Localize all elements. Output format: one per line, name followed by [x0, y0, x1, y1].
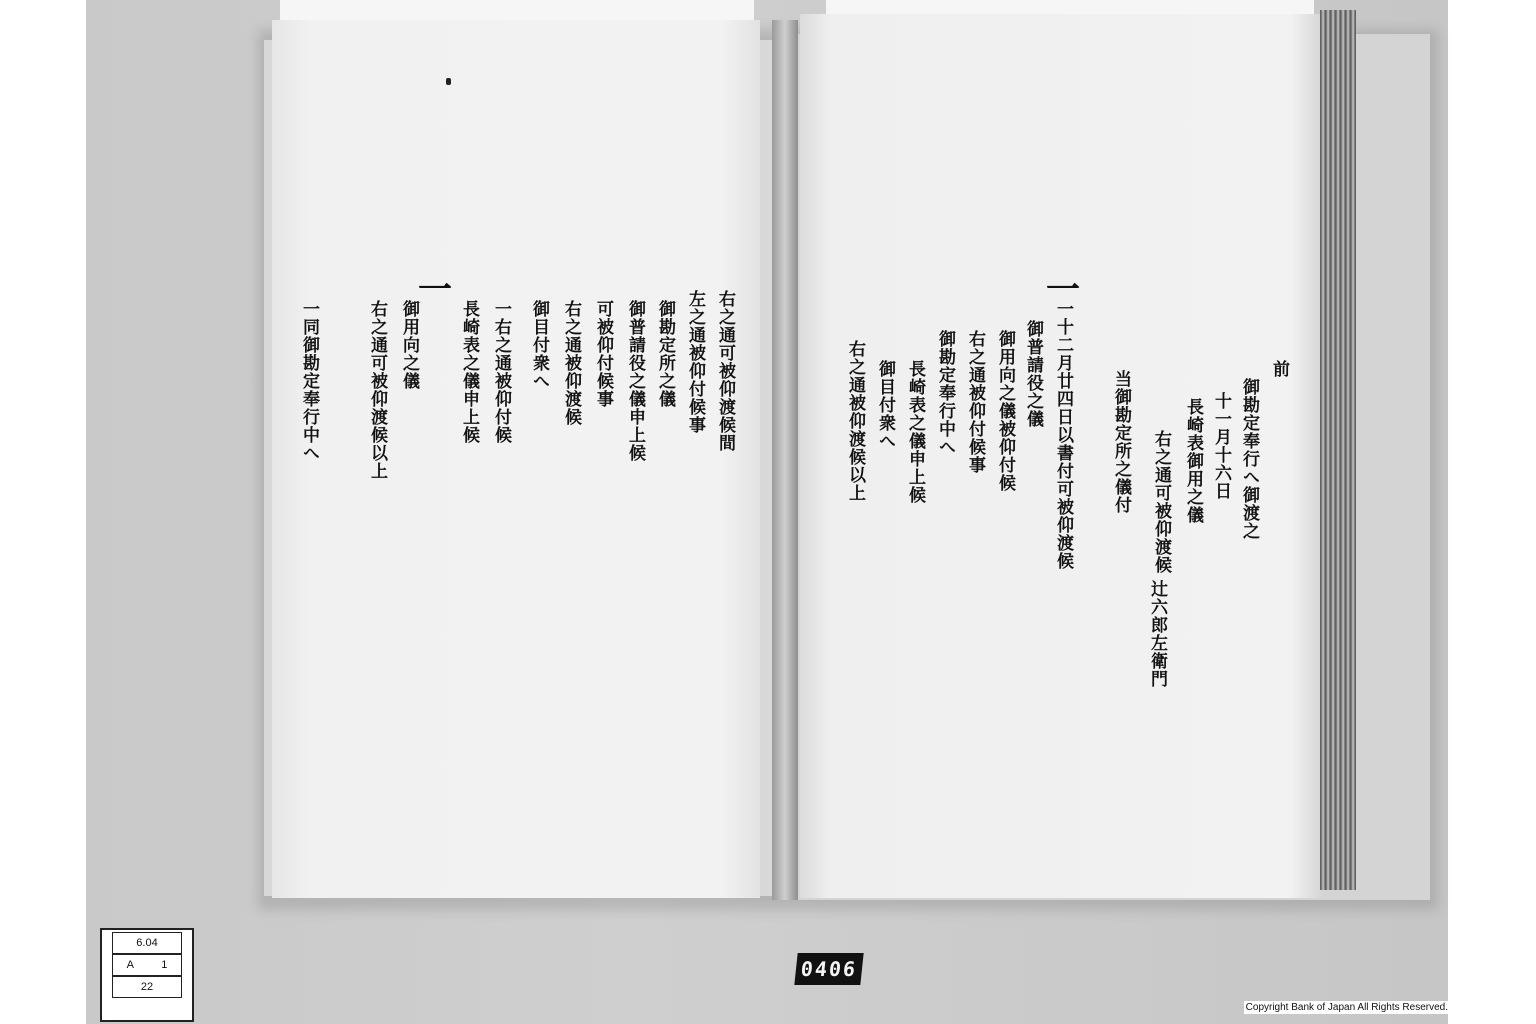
manuscript-column: 一同御勘定奉行中へ: [299, 300, 319, 462]
right-top-sheet: [826, 0, 1314, 15]
label-line-3: 22: [112, 976, 182, 998]
manuscript-column: 御用向之儀: [399, 300, 419, 390]
manuscript-column: 当御勘定所之儀付: [1111, 370, 1131, 514]
manuscript-column: 右之通被仰渡候: [561, 300, 581, 426]
manuscript-column: 一十二月廿四日以書付可被仰渡候: [1053, 300, 1073, 570]
left-page: [272, 20, 760, 898]
frame-number: 0406: [794, 953, 863, 985]
manuscript-column: 長崎表御用之儀: [1183, 398, 1203, 524]
ink-dot: [446, 78, 451, 85]
label-line-2: [112, 954, 182, 976]
manuscript-column: 辻六郎左衛門: [1147, 580, 1167, 688]
manuscript-column: 御普請役之儀申上候: [625, 300, 645, 462]
manuscript-column: 御目付衆へ: [529, 300, 549, 390]
manuscript-column: 一右之通被仰付候: [491, 300, 511, 444]
manuscript-column: 御目付衆へ: [875, 360, 895, 450]
manuscript-column: 長崎表之儀申上候: [459, 300, 479, 444]
book-gutter: [772, 20, 798, 900]
manuscript-column: 可被仰付候事: [593, 300, 613, 408]
manuscript-column: 御勘定奉行中へ: [935, 330, 955, 456]
item-mark: 一: [1046, 270, 1080, 310]
page-edges: [1320, 10, 1356, 890]
manuscript-column: 御普請役之儀: [1023, 320, 1043, 428]
manuscript-column: 御勘定所之儀: [655, 300, 675, 408]
label-line-1: 6.04: [112, 932, 182, 954]
manuscript-column: 前: [1269, 360, 1289, 378]
manuscript-column: 十一月十六日: [1211, 392, 1231, 500]
label-line-2-b: 1: [161, 959, 168, 971]
manuscript-column: 御用向之儀被仰付候: [995, 330, 1015, 492]
manuscript-column: 左之通被仰付候事: [685, 290, 705, 434]
manuscript-column: 右之通被仰付候事: [965, 330, 985, 474]
catalog-label: [100, 928, 194, 1022]
manuscript-column: 御勘定奉行へ御渡之: [1239, 378, 1259, 540]
label-line-2-a: A: [126, 959, 134, 971]
manuscript-column: 右之通可被仰渡候間: [715, 290, 735, 452]
item-mark: 一: [418, 270, 452, 310]
manuscript-column: 長崎表之儀申上候: [905, 360, 925, 504]
manuscript-column: 右之通可被仰渡候以上: [367, 300, 387, 480]
manuscript-column: 右之通被仰渡候以上: [845, 340, 865, 502]
copyright-notice: Copyright Bank of Japan All Rights Reserved.: [1245, 1002, 1448, 1013]
manuscript-column: 右之通可被仰渡候: [1151, 430, 1171, 574]
